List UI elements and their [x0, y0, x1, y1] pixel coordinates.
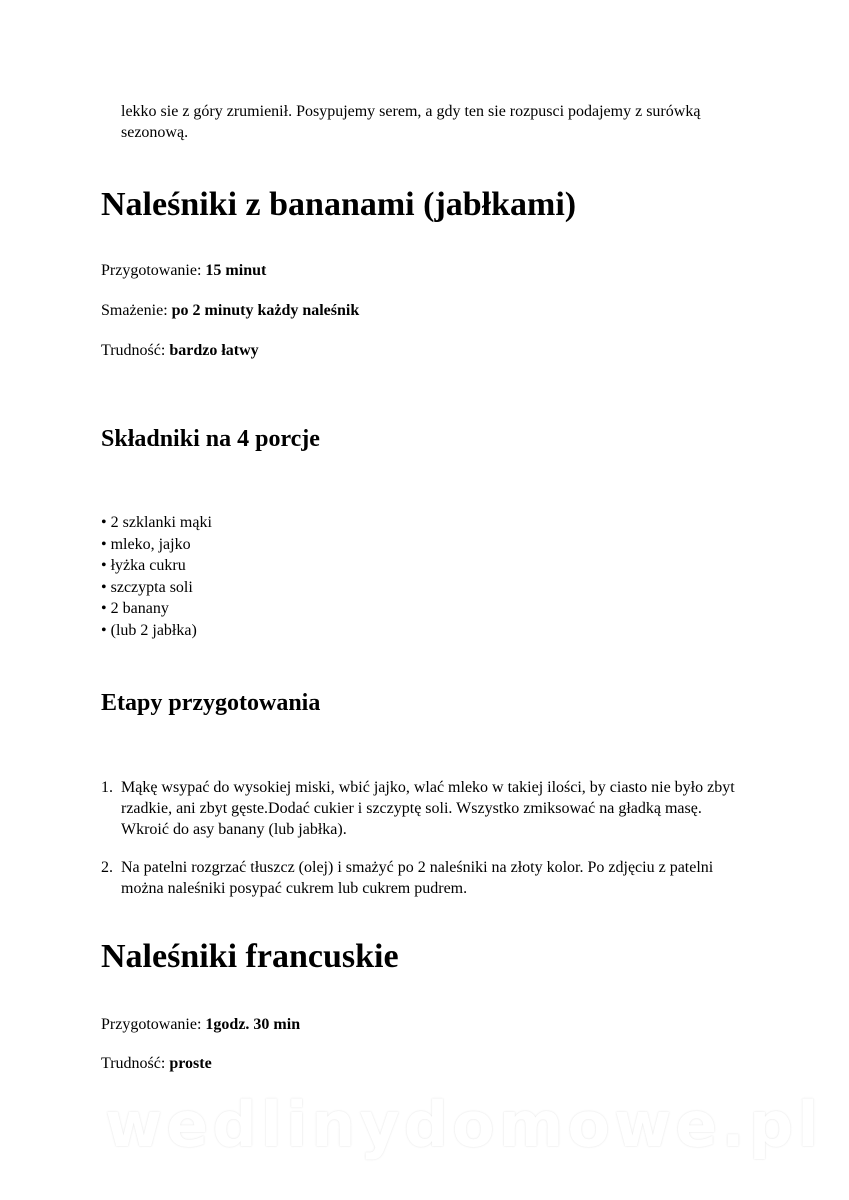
site-watermark: wedlinydomowe.pl	[105, 1088, 823, 1161]
prep-time-label: Przygotowanie:	[101, 1016, 206, 1033]
step-text: Na patelni rozgrzać tłuszcz (olej) i smażyć po 2 naleśniki na złoty kolor. Po zdjęciu z patelni można naleśniki posypać cukrem lub cukrem pudrem.	[121, 859, 714, 897]
ingredient-item: • łyżka cukru	[101, 555, 212, 577]
difficulty-label: Trudność:	[101, 342, 170, 359]
ingredient-item: • szczypta soli	[101, 577, 212, 599]
step-item	[101, 777, 751, 840]
ingredient-item: • 2 szklanki mąki	[101, 512, 212, 534]
difficulty-value: bardzo łatwy	[169, 342, 259, 359]
ingredient-item: • 2 banany	[101, 598, 212, 620]
prep-time-label: Przygotowanie:	[101, 262, 206, 279]
difficulty-line	[101, 1054, 212, 1074]
step-number: 2.	[101, 859, 113, 876]
step-text: Mąkę wsypać do wysokiej miski, wbić jajko, wlać mleko w takiej ilości, by ciasto nie było zbyt rzadkie, ani zbyt gęste.Dodać cukier i szczyptę soli. Wszystko zmiksować na gładką masę. Wkroić do asy banany (lub jabłka).	[121, 779, 735, 838]
prep-time-line	[101, 1015, 300, 1035]
step-item	[101, 857, 751, 899]
fry-time-value: po 2 minuty każdy naleśnik	[171, 302, 360, 319]
recipe-title-banana-pancakes: Naleśniki z bananami (jabłkami)	[101, 186, 577, 223]
prep-time-value: 15 minut	[205, 262, 267, 279]
ingredient-item: • mleko, jajko	[101, 534, 212, 556]
fry-time-label: Smażenie:	[101, 302, 172, 319]
recipe-title-french-pancakes: Naleśniki francuskie	[101, 938, 399, 975]
ingredients-heading: Składniki na 4 porcje	[101, 426, 320, 452]
step-number: 1.	[101, 779, 113, 796]
continuation-text: lekko sie z góry zrumienił. Posypujemy serem, a gdy ten sie rozpusci podajemy z surówką sezonową.	[121, 103, 701, 141]
steps-heading: Etapy przygotowania	[101, 690, 321, 716]
prep-time-value: 1godz. 30 min	[205, 1016, 301, 1033]
ingredient-item: • (lub 2 jabłka)	[101, 620, 212, 642]
difficulty-value: proste	[169, 1055, 212, 1072]
ingredients-list	[101, 512, 212, 641]
prep-time-line	[101, 261, 266, 281]
difficulty-line	[101, 341, 259, 361]
difficulty-label: Trudność:	[101, 1055, 170, 1072]
fry-time-line	[101, 301, 359, 321]
